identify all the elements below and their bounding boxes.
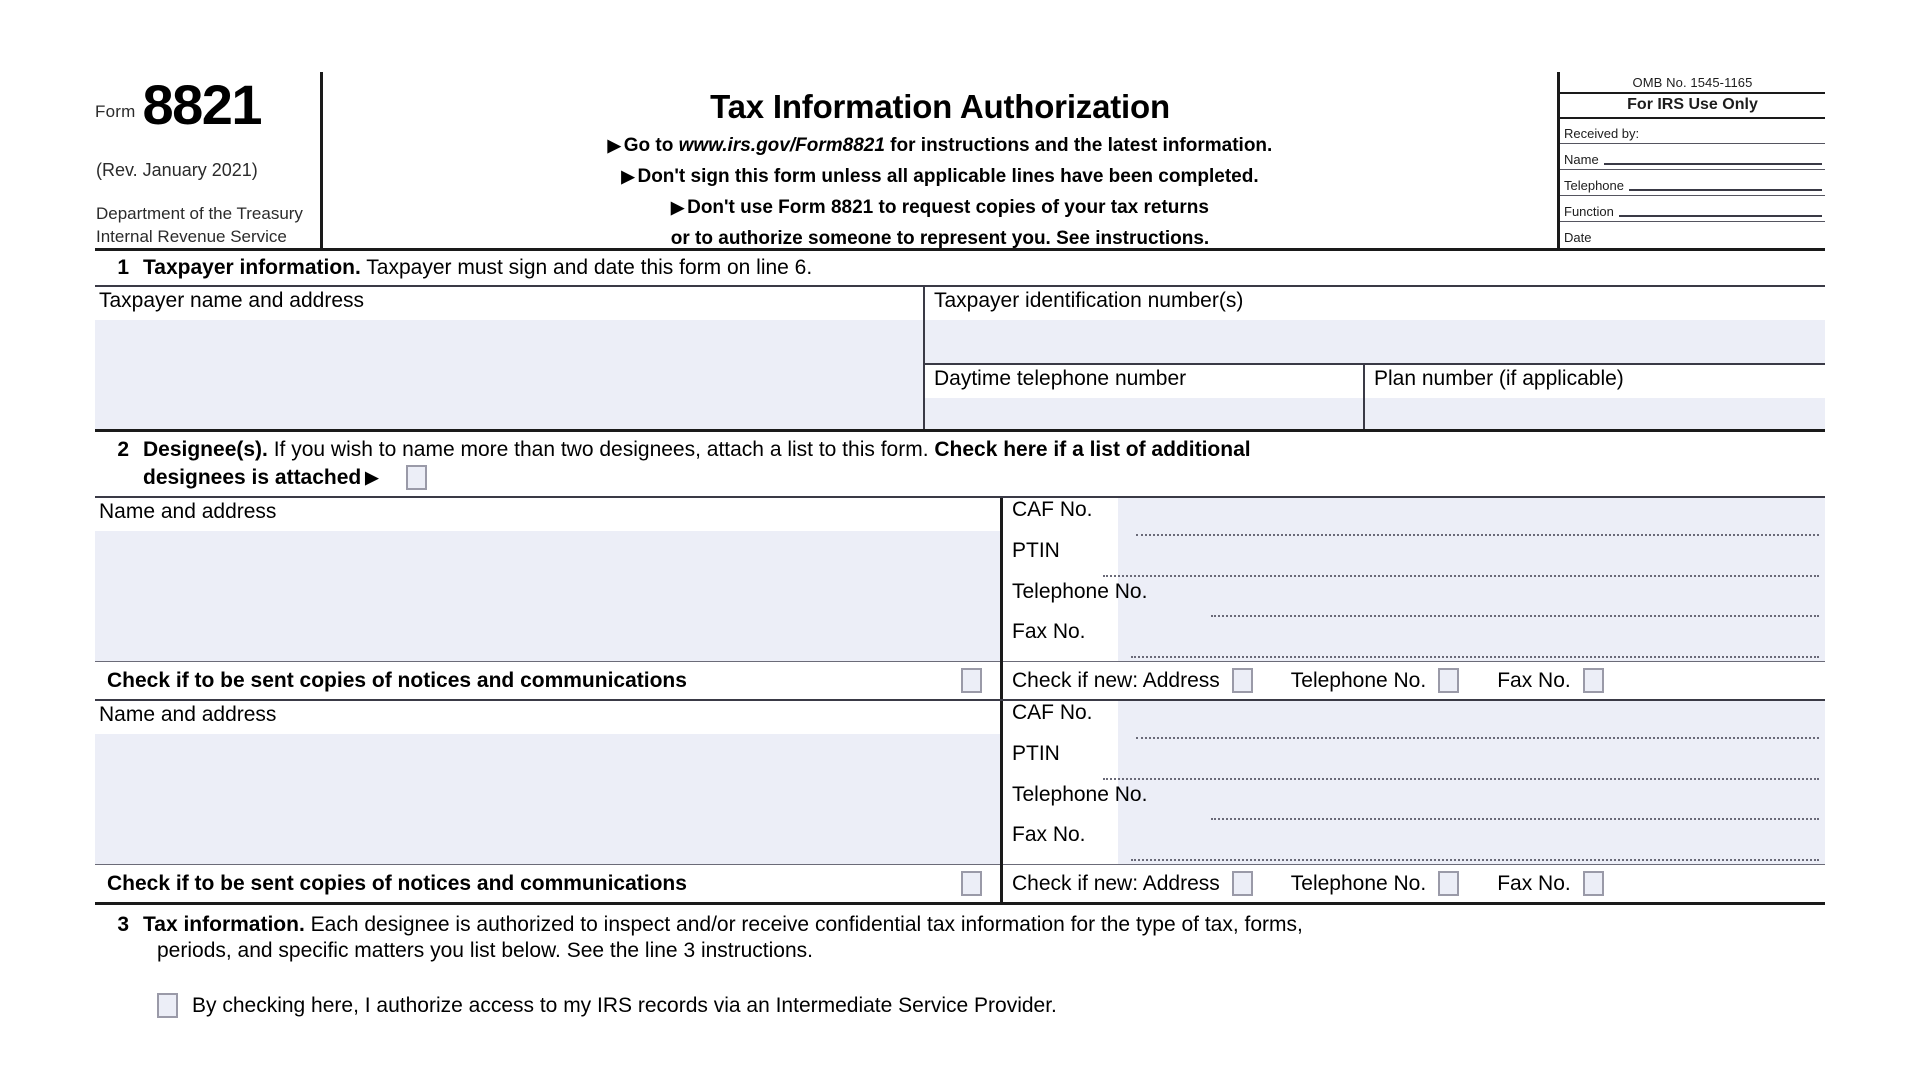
- irs-name-row[interactable]: [1560, 143, 1825, 169]
- intermediate-service-provider-row[interactable]: [95, 993, 1825, 1018]
- designee-1-name-address-cell[interactable]: [95, 498, 1000, 661]
- designee-2-ptin-input[interactable]: [1103, 778, 1819, 780]
- designee-1-caf-label: CAF No.: [1012, 498, 1093, 521]
- designee-2-caf-input[interactable]: [1136, 737, 1819, 739]
- instruction-line-1: [323, 135, 1557, 157]
- plan-number-cell[interactable]: [1365, 365, 1825, 429]
- designee-1-new-fax-label: Fax No.: [1497, 668, 1571, 692]
- designee-2-copies-row[interactable]: [95, 864, 1000, 902]
- designee-2-caf-label: CAF No.: [1012, 701, 1093, 724]
- designee-2-name-address-label: Name and address: [95, 701, 1000, 727]
- instruction-1-suffix: for instructions and the latest information.: [884, 135, 1273, 156]
- irs-use-only-heading: For IRS Use Only: [1560, 92, 1825, 117]
- irs-use-only-box: [1560, 72, 1825, 248]
- instruction-2-text: Don't sign this form unless all applicable lines have been completed.: [637, 166, 1259, 187]
- line-1-heading: [95, 251, 1825, 287]
- line-2-number: 2: [117, 438, 129, 461]
- designee-2-fax-label: Fax No.: [1012, 823, 1086, 847]
- taxpayer-name-address-input[interactable]: [95, 320, 923, 429]
- header-left-block: [95, 72, 320, 248]
- daytime-telephone-input[interactable]: [925, 398, 1363, 429]
- irs-function-label: Function: [1564, 204, 1614, 219]
- line-1-subtitle: Taxpayer must sign and date this form on line 6.: [360, 256, 813, 279]
- designee-2-ptin-field[interactable]: [1003, 742, 1825, 783]
- department-block: [96, 203, 303, 248]
- designee-1-new-telephone-label: Telephone No.: [1290, 668, 1427, 692]
- designee-2-name-address-input[interactable]: [95, 734, 1000, 864]
- instruction-line-3: [323, 197, 1557, 219]
- plan-number-label: Plan number (if applicable): [1365, 365, 1825, 391]
- line-3-body-1: Each designee is authorized to inspect and/or receive confidential tax information for the type of tax, forms,: [304, 913, 1303, 936]
- daytime-telephone-cell[interactable]: [925, 365, 1365, 429]
- designee-2-left: [95, 701, 1000, 902]
- designee-2-new-fax-checkbox[interactable]: [1583, 871, 1604, 896]
- designee-2-telephone-input[interactable]: [1211, 818, 1819, 820]
- instruction-line-4: [323, 228, 1557, 250]
- designee-1-name-address-input[interactable]: [95, 531, 1000, 661]
- omb-number: OMB No. 1545-1165: [1632, 75, 1753, 90]
- form-word-label: Form: [95, 102, 136, 122]
- designee-2-new-address-checkbox[interactable]: [1232, 871, 1253, 896]
- taxpayer-identification-number-cell[interactable]: [925, 287, 1825, 365]
- form-number: 8821: [142, 73, 262, 136]
- line-2-block: [95, 432, 1825, 496]
- designee-2-new-telephone-checkbox[interactable]: [1438, 871, 1459, 896]
- bullet-arrow-icon: ▶: [621, 167, 635, 186]
- department-line-treasury: Department of the Treasury: [96, 204, 303, 223]
- irs-telephone-row[interactable]: [1560, 169, 1825, 195]
- designee-2-new-telephone-label: Telephone No.: [1290, 871, 1427, 895]
- irs-form-url[interactable]: www.irs.gov/Form8821: [678, 135, 885, 156]
- designee-1-left: [95, 498, 1000, 699]
- line-2-text: [143, 438, 1825, 462]
- department-line-irs: Internal Revenue Service: [96, 226, 287, 246]
- taxpayer-name-address-label: Taxpayer name and address: [95, 287, 923, 313]
- designee-2-copies-checkbox[interactable]: [961, 871, 982, 896]
- designee-1-ptin-input[interactable]: [1103, 575, 1819, 577]
- irs-date-label: Date: [1564, 230, 1592, 245]
- designee-1-copies-label: Check if to be sent copies of notices and communications: [107, 668, 687, 692]
- designee-1-copies-checkbox[interactable]: [961, 668, 982, 693]
- intermediate-service-provider-label: By checking here, I authorize access to my IRS records via an Intermediate Service Provider.: [192, 993, 1057, 1017]
- designee-1-ptin-label: PTIN: [1012, 538, 1060, 562]
- designee-1-caf-input[interactable]: [1136, 534, 1819, 536]
- designee-1-caf-field[interactable]: [1003, 498, 1825, 539]
- daytime-telephone-label: Daytime telephone number: [925, 365, 1363, 391]
- form-header: [95, 72, 1825, 251]
- line-2-title: Designee(s).: [143, 438, 268, 461]
- bullet-arrow-icon: ▶: [607, 136, 621, 155]
- taxpayer-identification-number-label: Taxpayer identification number(s): [925, 287, 1825, 313]
- designee-2-check-if-new-address-label: Check if new: Address: [1012, 871, 1220, 895]
- designee-2-fax-input[interactable]: [1131, 859, 1819, 861]
- received-by-label: Received by:: [1564, 126, 1640, 141]
- designee-1-right: [1000, 498, 1825, 699]
- instruction-4-text: or to authorize someone to represent you. See instructions.: [670, 228, 1210, 249]
- bullet-arrow-icon: ▶: [671, 198, 685, 217]
- header-center-block: [320, 72, 1560, 248]
- designee-attach-arrow-icon: ▶: [365, 468, 379, 487]
- line-3-block: [95, 905, 1825, 1018]
- irs-form-8821: [95, 72, 1825, 1018]
- taxpayer-information-grid: [95, 287, 1825, 432]
- received-by-row: [1560, 117, 1825, 143]
- irs-date-row[interactable]: [1560, 221, 1825, 247]
- designee-2-right: [1000, 701, 1825, 902]
- designee-1-new-telephone-checkbox[interactable]: [1438, 668, 1459, 693]
- line-3-heading: [95, 913, 1825, 937]
- designee-block-1: [95, 496, 1825, 699]
- intermediate-service-provider-checkbox[interactable]: [157, 993, 178, 1018]
- additional-designees-attached-checkbox[interactable]: [406, 465, 427, 490]
- taxpayer-name-address-cell[interactable]: [95, 287, 923, 429]
- line-2-second-row: [95, 465, 1825, 490]
- designee-2-check-if-new-row: [1003, 864, 1825, 902]
- designee-2-copies-label: Check if to be sent copies of notices and communications: [107, 871, 687, 895]
- irs-telephone-input-line[interactable]: [1629, 188, 1822, 191]
- line-2-heading: [95, 438, 1825, 462]
- designee-2-telephone-field[interactable]: [1003, 783, 1825, 824]
- designee-1-fax-field[interactable]: [1003, 620, 1825, 661]
- irs-function-input-line[interactable]: [1619, 214, 1822, 217]
- designee-1-ptin-field[interactable]: [1003, 539, 1825, 580]
- line-1-title: Taxpayer information.: [143, 256, 361, 279]
- line-2-body: If you wish to name more than two designees, attach a list to this form.: [267, 438, 935, 461]
- designee-1-telephone-input[interactable]: [1211, 615, 1819, 617]
- designee-block-2: [95, 699, 1825, 905]
- designee-1-check-if-new-row: [1003, 661, 1825, 699]
- page-title: Tax Information Authorization: [710, 88, 1170, 125]
- irs-name-input-line[interactable]: [1604, 162, 1822, 165]
- instruction-line-2: [323, 166, 1557, 188]
- line-3-number: 3: [117, 913, 129, 936]
- irs-function-row[interactable]: [1560, 195, 1825, 221]
- line-3-body-2: periods, and specific matters you list below. See the line 3 instructions.: [157, 939, 814, 962]
- instruction-3-text: Don't use Form 8821 to request copies of your tax returns: [687, 197, 1209, 218]
- line-2-bold-tail-continued: designees is attached: [143, 465, 362, 489]
- revision-date: (Rev. January 2021): [96, 160, 258, 180]
- taxpayer-identification-number-input[interactable]: [925, 320, 1825, 363]
- designee-1-telephone-field[interactable]: [1003, 580, 1825, 621]
- line-2-bold-tail: Check here if a list of additional: [934, 438, 1251, 461]
- designee-1-telephone-label: Telephone No.: [1012, 579, 1148, 603]
- line-1-number: 1: [117, 256, 129, 279]
- form-identifier: [95, 73, 262, 136]
- designee-2-new-fax-label: Fax No.: [1497, 871, 1571, 895]
- designee-1-fax-input[interactable]: [1131, 656, 1819, 658]
- designee-1-check-if-new-address-label: Check if new: Address: [1012, 668, 1220, 692]
- designee-1-new-fax-checkbox[interactable]: [1583, 668, 1604, 693]
- designee-2-caf-field[interactable]: [1003, 701, 1825, 742]
- designee-2-ptin-label: PTIN: [1012, 741, 1060, 765]
- instruction-1-prefix: Go to: [623, 135, 679, 156]
- designee-1-name-address-label: Name and address: [95, 498, 1000, 524]
- line-3-title: Tax information.: [143, 913, 305, 936]
- designee-2-name-address-cell[interactable]: [95, 701, 1000, 864]
- irs-name-label: Name: [1564, 152, 1599, 167]
- designee-1-new-address-checkbox[interactable]: [1232, 668, 1253, 693]
- designee-2-fax-field[interactable]: [1003, 823, 1825, 864]
- line-1-text: [143, 256, 1825, 280]
- taxpayer-ids-column: [923, 287, 1825, 429]
- line-3-text: [143, 913, 1825, 937]
- designee-2-telephone-label: Telephone No.: [1012, 782, 1148, 806]
- irs-telephone-label: Telephone: [1564, 178, 1624, 193]
- designee-1-fax-label: Fax No.: [1012, 620, 1086, 644]
- plan-number-input[interactable]: [1365, 398, 1825, 429]
- phone-plan-row: [925, 365, 1825, 429]
- designee-1-copies-row[interactable]: [95, 661, 1000, 699]
